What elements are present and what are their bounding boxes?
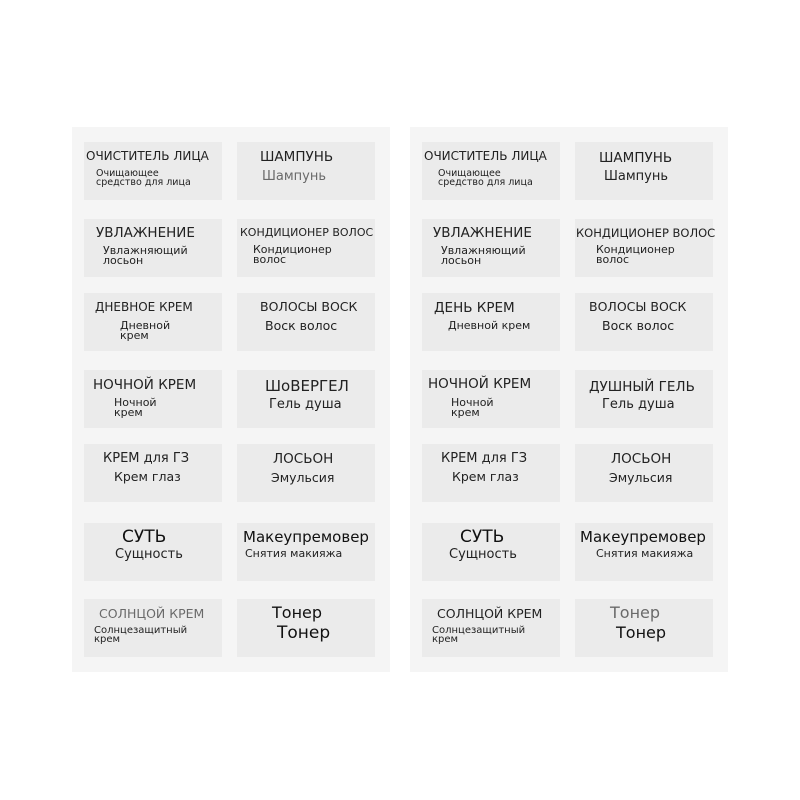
label-night-cream xyxy=(84,370,222,428)
label-subtitle: Эмульсия xyxy=(609,470,673,485)
label-subtitle: Тонер xyxy=(277,623,331,643)
label-essence xyxy=(422,523,560,581)
label-subtitle: Ночной крем xyxy=(451,396,494,420)
label-makeup-remover xyxy=(237,523,375,581)
label-moisturizer xyxy=(84,219,222,277)
label-sheet-right xyxy=(410,127,728,672)
label-subtitle: Гель душа xyxy=(269,397,342,412)
label-subtitle: Сущность xyxy=(115,547,183,562)
label-shampoo xyxy=(575,142,713,200)
label-title: Макеупремовер xyxy=(243,528,369,546)
label-shower-gel xyxy=(575,370,713,428)
label-subtitle: Кондиционер волос xyxy=(253,243,332,267)
label-subtitle: Очищающее средство для лица xyxy=(438,168,533,188)
label-sunscreen xyxy=(84,599,222,657)
label-day-cream xyxy=(422,293,560,351)
label-subtitle: Дневной крем xyxy=(448,319,531,332)
label-essence xyxy=(84,523,222,581)
label-subtitle: Крем глаз xyxy=(114,469,181,484)
label-title: ШАМПУНЬ xyxy=(599,150,673,166)
label-subtitle: Эмульсия xyxy=(271,470,335,485)
label-title: ОЧИСТИТЕЛЬ ЛИЦА xyxy=(424,149,547,163)
label-face-cleanser xyxy=(84,142,222,200)
label-subtitle: Воск волос xyxy=(602,318,675,333)
label-moisturizer xyxy=(422,219,560,277)
label-title: ОЧИСТИТЕЛЬ ЛИЦА xyxy=(86,149,209,163)
label-sheet-left xyxy=(72,127,390,672)
label-title: ДНЕВНОЕ КРЕМ xyxy=(95,300,193,314)
label-title: УВЛАЖНЕНИЕ xyxy=(96,225,195,241)
label-title: ШоВЕРГЕЛ xyxy=(265,377,349,395)
label-eye-cream xyxy=(84,444,222,502)
label-lotion xyxy=(237,444,375,502)
label-subtitle: Сущность xyxy=(449,547,517,562)
label-subtitle: Снятия макияжа xyxy=(245,547,343,560)
label-hair-conditioner xyxy=(237,219,375,277)
label-title: СУТЬ xyxy=(460,527,505,547)
label-subtitle: Кондиционер волос xyxy=(596,243,675,267)
label-title: ЛОСЬОН xyxy=(611,451,672,467)
label-night-cream xyxy=(422,370,560,428)
label-hair-wax xyxy=(575,293,713,351)
label-title: НОЧНОЙ КРЕМ xyxy=(93,377,197,393)
label-title: ВОЛОСЫ ВОСК xyxy=(589,299,687,314)
label-title: УВЛАЖНЕНИЕ xyxy=(433,225,532,241)
label-title: КРЕМ для ГЗ xyxy=(441,451,528,466)
label-subtitle: Очищающее средство для лица xyxy=(96,168,191,188)
label-hair-wax xyxy=(237,293,375,351)
label-title: КОНДИЦИОНЕР ВОЛОС xyxy=(576,226,716,240)
label-subtitle: Ночной крем xyxy=(114,396,157,420)
label-subtitle: Крем глаз xyxy=(452,469,519,484)
label-title: КОНДИЦИОНЕР ВОЛОС xyxy=(240,226,374,239)
label-subtitle: Увлажняющий лосьон xyxy=(441,244,526,268)
label-subtitle: Увлажняющий лосьон xyxy=(103,244,188,268)
label-day-cream xyxy=(84,293,222,351)
label-title: ЛОСЬОН xyxy=(273,451,334,467)
label-title: Тонер xyxy=(272,603,323,622)
label-subtitle: Гель душа xyxy=(602,397,675,412)
label-shampoo xyxy=(237,142,375,200)
label-subtitle: Дневной крем xyxy=(120,319,171,343)
label-title: СУТЬ xyxy=(122,527,167,547)
label-subtitle: Воск волос xyxy=(265,318,338,333)
label-title: Макеупремовер xyxy=(580,528,706,546)
label-toner xyxy=(237,599,375,657)
label-title: СОЛНЦОЙ КРЕМ xyxy=(99,606,205,621)
label-hair-conditioner xyxy=(575,219,716,277)
label-title: ВОЛОСЫ ВОСК xyxy=(260,299,358,314)
label-title: КРЕМ для ГЗ xyxy=(103,451,190,466)
label-shower-gel xyxy=(237,370,375,428)
label-title: Тонер xyxy=(610,603,661,622)
label-subtitle: Снятия макияжа xyxy=(596,547,694,560)
label-sunscreen xyxy=(422,599,560,657)
label-subtitle: Тонер xyxy=(616,623,667,642)
label-title: ДЕНЬ КРЕМ xyxy=(434,300,515,316)
label-subtitle: Солнцезащитный крем xyxy=(432,625,526,646)
label-toner xyxy=(575,599,713,657)
label-subtitle: Солнцезащитный крем xyxy=(94,625,188,646)
label-lotion xyxy=(575,444,713,502)
label-title: СОЛНЦОЙ КРЕМ xyxy=(437,606,543,621)
label-subtitle: Шампунь xyxy=(262,169,327,184)
label-subtitle: Шампунь xyxy=(604,169,669,184)
label-title: ДУШНЫЙ ГЕЛЬ xyxy=(589,379,695,395)
label-eye-cream xyxy=(422,444,560,502)
label-title: ШАМПУНЬ xyxy=(260,149,334,165)
label-title: НОЧНОЙ КРЕМ xyxy=(428,376,532,392)
label-face-cleanser xyxy=(422,142,560,200)
label-makeup-remover xyxy=(575,523,713,581)
